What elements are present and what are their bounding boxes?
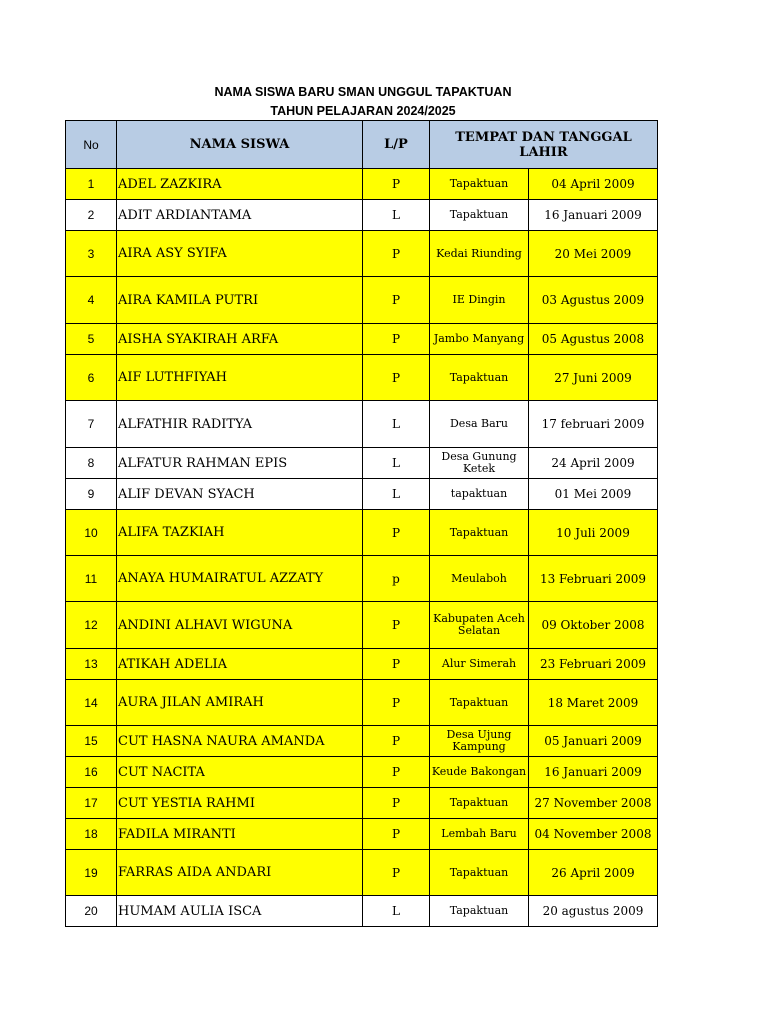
cell-name: ALFATUR RAHMAN EPIS (117, 448, 363, 479)
table-row (66, 169, 658, 200)
cell-birthdate: 17 februari 2009 (529, 401, 658, 448)
cell-birthplace: Tapaktuan (430, 850, 529, 896)
cell-gender: P (363, 277, 430, 324)
cell-no: 18 (66, 819, 117, 850)
cell-no: 3 (66, 231, 117, 277)
cell-gender: P (363, 819, 430, 850)
cell-birthdate: 27 November 2008 (529, 788, 658, 819)
cell-no: 15 (66, 726, 117, 757)
cell-gender: P (363, 757, 430, 788)
cell-no: 5 (66, 324, 117, 355)
cell-name: ADEL ZAZKIRA (117, 169, 363, 200)
cell-gender: L (363, 200, 430, 231)
header-name: NAMA SISWA (117, 121, 363, 169)
cell-gender: L (363, 448, 430, 479)
cell-gender: P (363, 169, 430, 200)
cell-name: FARRAS AIDA ANDARI (117, 850, 363, 896)
cell-birthplace: IE Dingin (430, 277, 529, 324)
cell-gender: P (363, 850, 430, 896)
table-row (66, 401, 658, 448)
cell-birthdate: 23 Februari 2009 (529, 649, 658, 680)
cell-birthplace: Lembah Baru (430, 819, 529, 850)
table-row (66, 277, 658, 324)
cell-birthplace: Kedai Riunding (430, 231, 529, 277)
table-row (66, 757, 658, 788)
cell-birthdate: 01 Mei 2009 (529, 479, 658, 510)
table-row (66, 355, 658, 401)
cell-gender: P (363, 788, 430, 819)
cell-birthplace: Tapaktuan (430, 169, 529, 200)
cell-birthdate: 04 November 2008 (529, 819, 658, 850)
cell-no: 7 (66, 401, 117, 448)
table-row (66, 556, 658, 602)
cell-gender: P (363, 602, 430, 649)
table-body (66, 169, 658, 927)
document-subtitle: TAHUN PELAJARAN 2024/2025 (270, 104, 456, 118)
cell-gender: p (363, 556, 430, 602)
cell-no: 12 (66, 602, 117, 649)
table-row (66, 448, 658, 479)
cell-birthdate: 20 agustus 2009 (529, 896, 658, 927)
cell-birthplace: Tapaktuan (430, 680, 529, 726)
cell-birthdate: 16 Januari 2009 (529, 757, 658, 788)
cell-birthplace: Keude Bakongan (430, 757, 529, 788)
table-row (66, 200, 658, 231)
cell-birthplace: Desa Baru (430, 401, 529, 448)
cell-gender: P (363, 680, 430, 726)
table-row (66, 850, 658, 896)
cell-name: ATIKAH ADELIA (117, 649, 363, 680)
cell-birthdate: 18 Maret 2009 (529, 680, 658, 726)
cell-gender: L (363, 479, 430, 510)
cell-birthplace: tapaktuan (430, 479, 529, 510)
cell-birthplace: Tapaktuan (430, 510, 529, 556)
cell-birthplace: Meulaboh (430, 556, 529, 602)
cell-name: AISHA SYAKIRAH ARFA (117, 324, 363, 355)
table-row (66, 726, 658, 757)
cell-name: FADILA MIRANTI (117, 819, 363, 850)
cell-gender: P (363, 649, 430, 680)
cell-gender: L (363, 401, 430, 448)
cell-birthplace: Tapaktuan (430, 896, 529, 927)
cell-name: CUT YESTIA RAHMI (117, 788, 363, 819)
cell-no: 14 (66, 680, 117, 726)
cell-name: AURA JILAN AMIRAH (117, 680, 363, 726)
header-birth: TEMPAT DAN TANGGAL LAHIR (430, 121, 658, 169)
cell-name: ALFATHIR RADITYA (117, 401, 363, 448)
table-row (66, 602, 658, 649)
cell-birthplace: Kabupaten Aceh Selatan (430, 602, 529, 649)
cell-birthdate: 13 Februari 2009 (529, 556, 658, 602)
cell-no: 16 (66, 757, 117, 788)
table-row (66, 649, 658, 680)
cell-birthplace: Tapaktuan (430, 355, 529, 401)
table-row (66, 896, 658, 927)
table-row (66, 510, 658, 556)
cell-gender: P (363, 726, 430, 757)
table-row (66, 680, 658, 726)
cell-birthdate: 05 Agustus 2008 (529, 324, 658, 355)
cell-gender: P (363, 355, 430, 401)
header-gender: L/P (363, 121, 430, 169)
cell-birthplace: Alur Simerah (430, 649, 529, 680)
cell-birthdate: 24 April 2009 (529, 448, 658, 479)
cell-birthdate: 10 Juli 2009 (529, 510, 658, 556)
cell-birthdate: 27 Juni 2009 (529, 355, 658, 401)
cell-name: CUT HASNA NAURA AMANDA (117, 726, 363, 757)
cell-name: ANAYA HUMAIRATUL AZZATY (117, 556, 363, 602)
cell-no: 19 (66, 850, 117, 896)
header-no: No (66, 121, 117, 169)
cell-gender: P (363, 510, 430, 556)
cell-name: AIRA ASY SYIFA (117, 231, 363, 277)
document-title: NAMA SISWA BARU SMAN UNGGUL TAPAKTUAN (214, 85, 512, 99)
cell-birthdate: 09 Oktober 2008 (529, 602, 658, 649)
cell-birthdate: 05 Januari 2009 (529, 726, 658, 757)
table-row (66, 788, 658, 819)
cell-no: 8 (66, 448, 117, 479)
cell-name: HUMAM AULIA ISCA (117, 896, 363, 927)
cell-no: 17 (66, 788, 117, 819)
table-row (66, 479, 658, 510)
cell-name: ANDINI ALHAVI WIGUNA (117, 602, 363, 649)
cell-name: CUT NACITA (117, 757, 363, 788)
cell-birthdate: 20 Mei 2009 (529, 231, 658, 277)
cell-no: 4 (66, 277, 117, 324)
cell-birthplace: Tapaktuan (430, 788, 529, 819)
table-row (66, 819, 658, 850)
cell-name: AIF LUTHFIYAH (117, 355, 363, 401)
cell-birthplace: Desa Ujung Kampung (430, 726, 529, 757)
table-header-row (66, 121, 658, 169)
cell-no: 6 (66, 355, 117, 401)
cell-birthplace: Jambo Manyang (430, 324, 529, 355)
cell-birthdate: 04 April 2009 (529, 169, 658, 200)
cell-gender: P (363, 231, 430, 277)
cell-no: 20 (66, 896, 117, 927)
cell-birthdate: 03 Agustus 2009 (529, 277, 658, 324)
cell-name: AIRA KAMILA PUTRI (117, 277, 363, 324)
cell-no: 2 (66, 200, 117, 231)
cell-name: ADIT ARDIANTAMA (117, 200, 363, 231)
student-table (65, 120, 658, 927)
cell-gender: L (363, 896, 430, 927)
cell-birthdate: 26 April 2009 (529, 850, 658, 896)
cell-birthplace: Tapaktuan (430, 200, 529, 231)
cell-name: ALIF DEVAN SYACH (117, 479, 363, 510)
cell-no: 13 (66, 649, 117, 680)
cell-birthplace: Desa Gunung Ketek (430, 448, 529, 479)
table-row (66, 231, 658, 277)
table-row (66, 324, 658, 355)
cell-gender: P (363, 324, 430, 355)
cell-name: ALIFA TAZKIAH (117, 510, 363, 556)
cell-birthdate: 16 Januari 2009 (529, 200, 658, 231)
cell-no: 11 (66, 556, 117, 602)
cell-no: 9 (66, 479, 117, 510)
cell-no: 1 (66, 169, 117, 200)
cell-no: 10 (66, 510, 117, 556)
